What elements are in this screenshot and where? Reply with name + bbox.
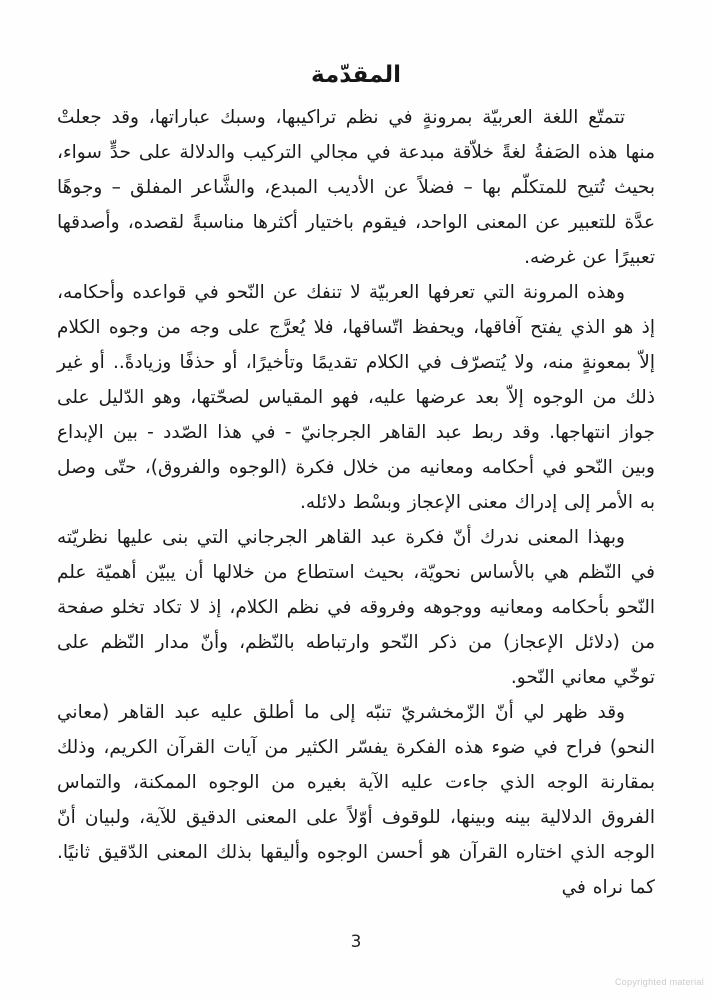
paragraph-1: تتمتّع اللغة العربيّة بمرونةٍ في نظم تراكيبها، وسبك عباراتها، وقد جعلتْ منها هذه الصَفةُ لغةً خلاّقة مبدعة في مجالي التركيب والدلالة على حدٍّ سواء، بحيث تُتيح للمتكلّم بها – فضلاً عن الأديب المبدع، والشَّاعر المفلق – وجوهًا عدَّة للتعبير عن المعنى الواحد، فيقوم باختيار أكثرها مناسبةً لقصده، وأصدقها تعبيرًا عن غرضه. [57,107,655,268]
paragraph-3: وبهذا المعنى ندرك أنّ فكرة عبد القاهر الجرجاني التي بنى عليها نظريّته في النّظم هي بالأساس نحويّة، بحيث استطاع من خلالها أن يبيّن أهميّة علم النّحو بأحكامه ومعانيه ووجوهه وفروقه في نظم الكلام، إذ لا تكاد تخلو صفحة من (دلائل الإعجاز) من ذكر النّحو وارتباطه بالنّظم، وأنّ مدار النّظم على توخّي معاني النّحو. [57,527,655,688]
paragraph-2: وهذه المرونة التي تعرفها العربيّة لا تنفك عن النّحو في قواعده وأحكامه، إذ هو الذي يفتح آفاقها، ويحفظ اتّساقها، فلا يُعرَّج على وجه من وجوه الكلام إلاّ بمعونةٍ منه، ولا يُتصرّف في الكلام تقديمًا وتأخيرًا، أو حذفًا وزيادةً.. أو غير ذلك من الوجوه إلاّ بعد عرضها عليه، فهو المقياس لصحّتها، وهو الدّليل على جواز انتهاجها. وقد ربط عبد القاهر الجرجانيّ - في هذا الصّدد - بين الإبداع وبين النّحو في أحكامه ومعانيه من خلال فكرة (الوجوه والفروق)، حتّى وصل به الأمر إلى إدراك معنى الإعجاز وبسْط دلائله. [57,282,655,513]
paragraph-4: وقد ظهر لي أنّ الزّمخشريّ تنبّه إلى ما أطلق عليه عبد القاهر (معاني النحو) فراح في ضوء هذه الفكرة يفسّر الكثير من آيات القرآن الكريم، وذلك بمقارنة الوجه الذي جاءت عليه الآية بغيره من الوجوه الممكنة، والتماس الفروق الدلالية بينه وبينها، للوقوف أوّلاً على المعنى الدقيق للآية، ولبيان أنّ الوجه الذي اختاره القرآن هو أحسن الوجوه وأليقها بذلك المعنى الدّقيق ثانيًا. كما نراه في [57,702,655,898]
page-title: المقدّمة [311,62,401,88]
page-body [0,100,712,905]
page-number: 3 [350,932,362,952]
copyright-watermark: Copyrighted material [614,977,704,987]
